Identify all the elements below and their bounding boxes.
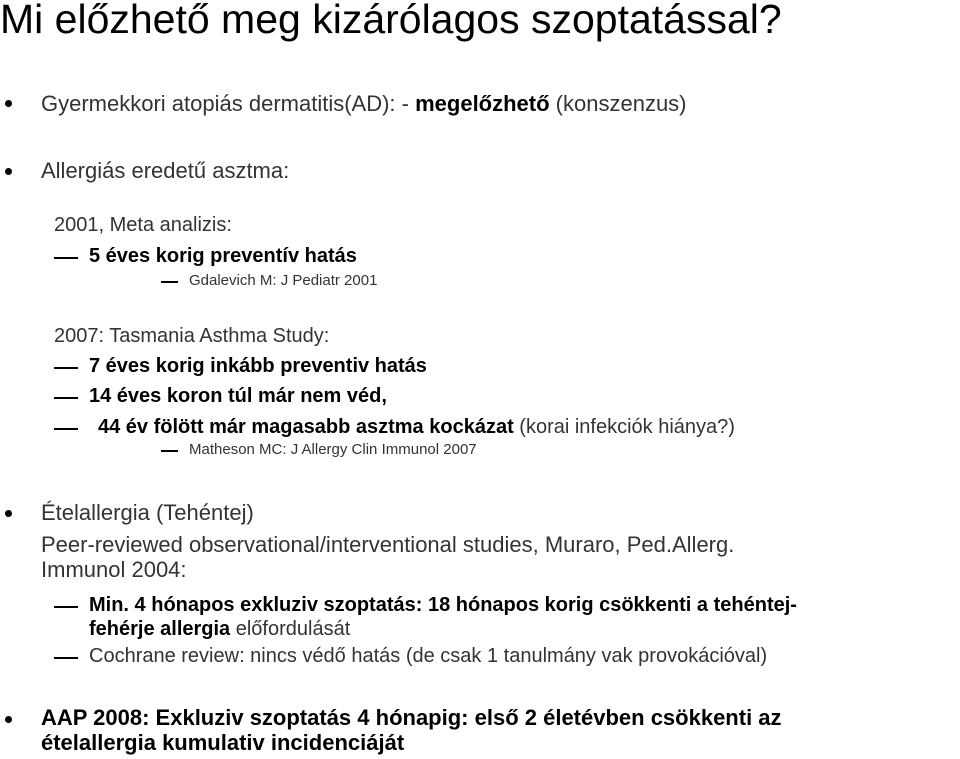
food-point-1-line-2 xyxy=(89,617,350,641)
food-allergy-heading: Ételallergia (Tehéntej) xyxy=(41,500,254,525)
study-line-2: Immunol 2004: xyxy=(41,557,187,582)
food-point-2: Cochrane review: nincs védő hatás (de csak 1 tanulmány vak provokációval) xyxy=(89,645,768,667)
meta-reference: Gdalevich M: J Pediatr 2001 xyxy=(189,272,378,289)
text: (konszenzus) xyxy=(549,91,687,116)
slide-title: Mi előzhető meg kizárólagos szoptatással? xyxy=(0,0,782,42)
dash xyxy=(54,657,78,659)
bullet-atopic-dermatitis xyxy=(41,91,687,117)
text: Gyermekkori atopiás dermatitis(AD): - xyxy=(41,91,416,116)
bullet-asthma: Allergiás eredetű asztma: xyxy=(41,158,290,183)
meta-point: 5 éves korig preventív hatás xyxy=(89,245,357,267)
tasmania-heading: 2007: Tasmania Asthma Study: xyxy=(54,325,330,347)
text: előfordulását xyxy=(230,618,351,640)
bullet-dot xyxy=(5,510,12,517)
study-line-1: Peer-reviewed observational/interventional studies, Muraro, Ped.Allerg. xyxy=(41,532,735,557)
tasmania-point-3 xyxy=(98,415,735,439)
bullet-dot xyxy=(5,168,12,175)
bold-text: fehérje allergia xyxy=(89,618,231,640)
bullet-dot xyxy=(5,100,12,107)
bold-text: 44 év fölött már magasabb asztma kockázat xyxy=(98,416,514,438)
meta-heading: 2001, Meta analizis: xyxy=(54,214,232,236)
food-point-1-line-1: Min. 4 hónapos exkluziv szoptatás: 18 hónapos korig csökkenti a tehéntej- xyxy=(89,594,797,616)
dash xyxy=(161,450,178,452)
dash xyxy=(54,397,78,399)
bullet-dot xyxy=(5,716,12,723)
tasmania-point-1: 7 éves korig inkább preventiv hatás xyxy=(89,355,427,377)
dash xyxy=(54,428,78,430)
dash xyxy=(161,281,178,283)
dash xyxy=(54,367,78,369)
tasmania-reference: Matheson MC: J Allergy Clin Immunol 2007 xyxy=(189,441,477,458)
aap-line-1: AAP 2008: Exkluziv szoptatás 4 hónapig: első 2 életévben csökkenti az xyxy=(41,705,782,730)
aap-line-2: ételallergia kumulativ incidenciáját xyxy=(41,730,405,755)
dash xyxy=(54,606,78,608)
text: (korai infekciók hiánya?) xyxy=(513,416,735,438)
bold-text: megelőzhető xyxy=(415,91,550,116)
tasmania-point-2: 14 éves koron túl már nem véd, xyxy=(89,385,387,407)
dash xyxy=(54,257,78,259)
